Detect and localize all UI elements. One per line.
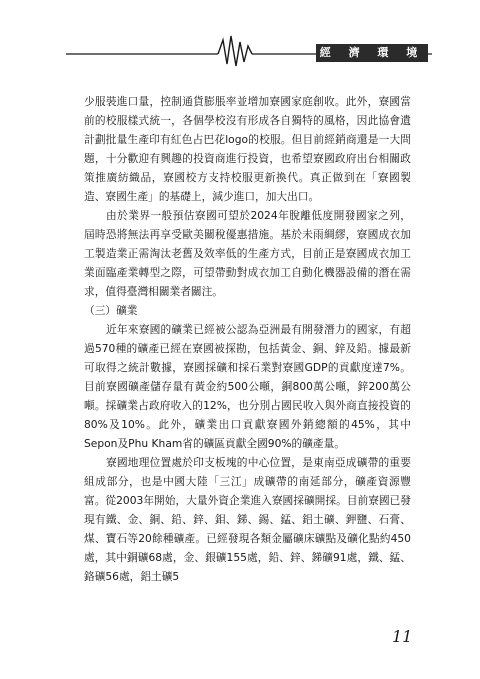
paragraph: 寮國地理位置處於印支板塊的中心位置，是東南亞成礦帶的重要組成部分，也是中國大陸「三江」成礦帶的南延部分，礦產資源豐富。從2003年開始，大量外資企業進入寮國採礦開採。目前寮國已發現有鐵、金、銅、鉛、鋅、鉬、銻、錫、錳、鋁土礦、鉀鹽、石膏、煤、寶石等20餘種礦產。已經發現各類金屬礦床礦點及礦化點約450處，其中銅礦68處，金、銀礦155處，鉛、鋅、銻礦91處，鐵、錳、鉻礦56處，鋁土礦5 [84,456,411,583]
paragraph: 近年來寮國的礦業已經被公認為亞洲最有開發潛力的國家，有超過570種的礦產已經在寮國被探勘，包括黃金、銅、鋅及鉛。據最新可取得之統計數據，寮國採礦和採石業對寮國GDP的貢獻度達7%。目前寮國礦產儲存量有黃金約500公噸，銅800萬公噸，鋅200萬公噸。採礦業占政府收入的12%，也分別占國民收入與外商直接投資的80%及10%。此外，礦業出口貢獻寮國外銷總額的45%，其中Sepon及Phu Kham省的礦區貢獻全國90%的礦產量。 [84,323,411,450]
header-section-label: 經 濟 環 境 [316,44,428,62]
article-body [84,92,411,586]
paragraph: 由於業界一般預估寮國可望於2024年脫離低度開發國家之列，屆時恐將無法再享受歐美關稅優惠措施。基於未雨綢繆，寮國成衣加工製造業正需淘汰老舊及效率低的生產方式，目前正是寮國成衣加工業面臨產業轉型之際，可望帶動對成衣加工自動化機器設備的潛在需求，值得臺灣相關業者關注。 [84,209,411,298]
page-number: 11 [392,627,413,646]
page-header [0,30,480,70]
section-heading: （三）礦業 [84,304,138,317]
paragraph: 少服裝進口量，控制通貨膨脹率並增加寮國家庭創收。此外，寮國當前的校服樣式統一，各個學校沒有形成各自獨特的風格，因此協會遺計劃批量生產印有紅色占巴花logo的校服。但目前經銷商還是一大問題，十分歡迎有興趣的投資商進行投資，也希望寮國政府出台相關政策推廣紡織品，寮國校方支持校服更新換代。真正做到在「寮國製造、寮國生產」的基礎上，減少進口，加大出口。 [84,95,411,203]
